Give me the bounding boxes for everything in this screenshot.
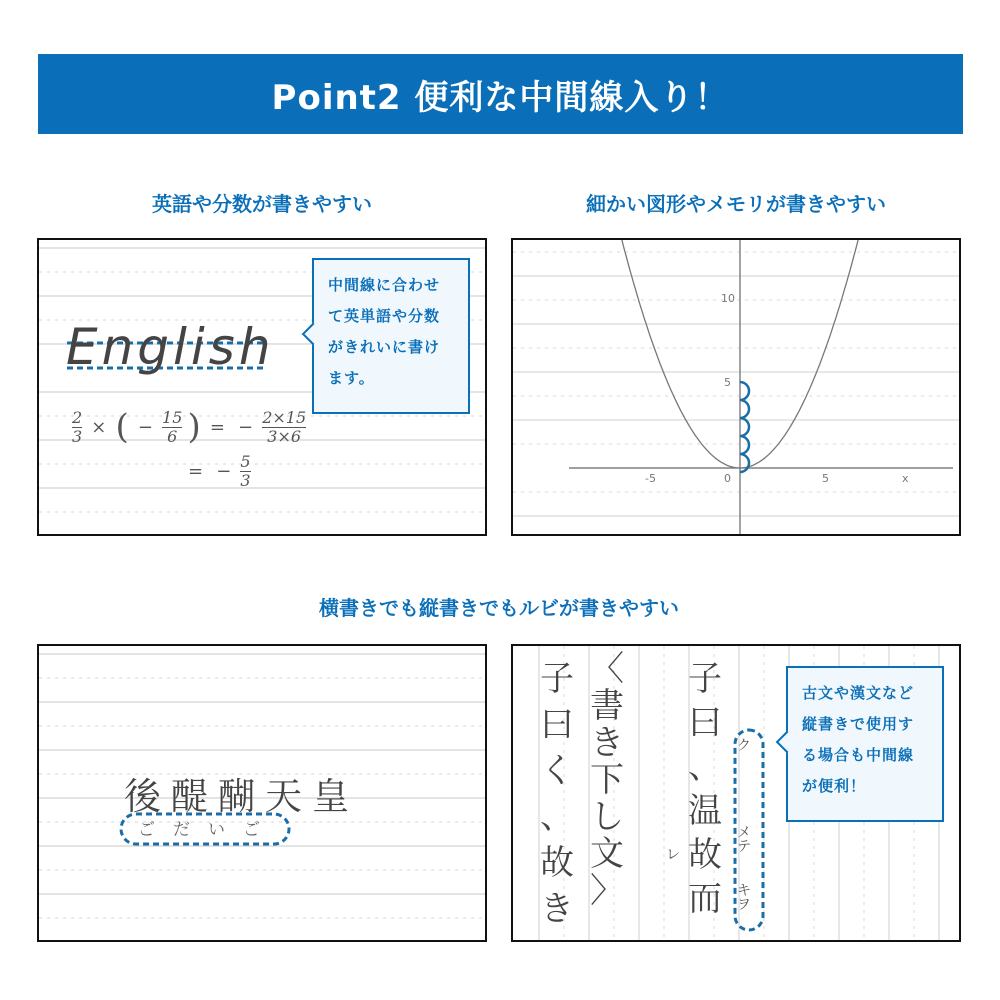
tick-y5: 5 (724, 376, 731, 389)
parabola-graph (513, 240, 961, 536)
callout-english: 中間線に合わせ て英単語や分数 がきれいに書け ます。 (312, 258, 470, 414)
ruby-mete: メ テ (737, 825, 751, 855)
vertical-col-2: 〈 書 き 下 し 文 〉 (590, 649, 624, 911)
english-word: English (66, 318, 275, 376)
unit-scale-highlight (740, 382, 749, 472)
kanji-text: 後醍醐天皇 (124, 775, 359, 818)
tick-xneg5: -5 (645, 472, 656, 485)
heading-english-fractions: 英語や分数が書きやすい (152, 192, 372, 216)
tick-xlabel: x (902, 472, 909, 485)
tick-y10: 10 (721, 292, 735, 305)
kaeriten-re: レ (666, 847, 680, 863)
tick-x5: 5 (822, 472, 829, 485)
fraction-equation-line2: = − $\frac{5}{3}$ (188, 452, 251, 490)
vertical-col-3: 子 曰 、 温 故 而 (688, 659, 722, 919)
callout-vertical: 古文や漢文など 縦書きで使用す る場合も中間線 が便利！ (786, 666, 944, 822)
vertical-col-1: 子 曰 く 、 故 き (540, 659, 574, 929)
fraction-equation-line1: $\frac{2}{3}$ × ( − $\frac{15}{6}$ ) = − $\frac{2\times 15}{3\times 6}$ (72, 407, 307, 447)
tick-x0: 0 (724, 472, 731, 485)
banner-title: Point2 便利な中間線入り！ (38, 54, 963, 134)
heading-figures-scales: 細かい図形やメモリが書きやすい (586, 192, 886, 216)
ruby-text: ごだいご (138, 820, 278, 840)
heading-ruby: 横書きでも縦書きでもルビが書きやすい (319, 596, 679, 620)
ruby-kiwo: キ ヲ (737, 883, 751, 913)
panel-graph (511, 238, 961, 536)
ruby-ku: ク (737, 738, 751, 754)
